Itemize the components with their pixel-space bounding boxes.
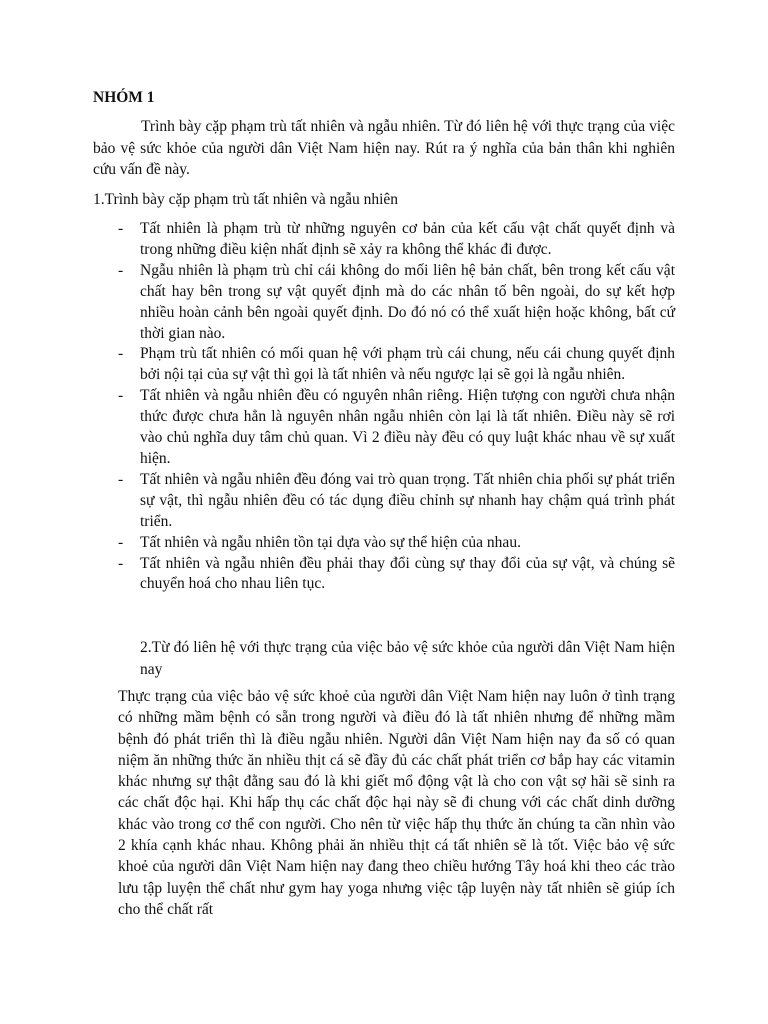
list-item [118,554,675,596]
bullet-text: Ngẫu nhiên là phạm trù chỉ cái không do mối liên hệ bản chất, bên trong kết cấu vật chất hay bên trong sự vật quyết định mà do các nhân tố bên ngoài, do sự kết hợp nhiều hoàn cảnh bên ngoài quyết định. Do đó nó có thể xuất hiện hoặc không, bất cứ thời gian nào. [140,261,675,342]
bullet-list [118,219,675,595]
list-item [118,261,675,345]
section-2-title: 2.Từ đó liên hệ với thực trạng của việc bảo vệ sức khỏe của người dân Việt Nam hiện nay [140,639,675,678]
list-item [118,533,675,554]
bullet-text: Tất nhiên và ngẫu nhiên đều phải thay đổi cùng sự thay đổi của sự vật, và chúng sẽ chuyển hoá cho nhau liên tục. [140,554,675,593]
list-item [118,219,675,261]
intro-paragraph: Trình bày cặp phạm trù tất nhiên và ngẫu nhiên. Từ đó liên hệ với thực trạng của việc bảo vệ sức khỏe của người dân Việt Nam hiện nay. Rút ra ý nghĩa của bản thân khi nghiên cứu vấn đề này. [93,118,675,178]
bullet-text: Tất nhiên và ngẫu nhiên đều có nguyên nhân riêng. Hiện tượng con người chưa nhận thức được chưa hẳn là nguyên nhân ngẫu nhiên còn lại là tất nhiên. Điều này sẽ rơi vào chủ nghĩa duy tâm chủ quan. Vì 2 điều này đều có quy luật khác nhau về sự xuất hiện. [140,387,675,467]
body-paragraph: Thực trạng của việc bảo vệ sức khoẻ của người dân Việt Nam hiện nay luôn ở tình trạng có những mầm bệnh có sẵn trong người và điều đó là tất nhiên nhưng để những mầm bệnh đó phát triển thì là điều ngẫu nhiên. Người dân Việt Nam hiện nay đa số có quan niệm ăn những thức ăn nhiều thịt cá sẽ đầy đủ các chất phát triển cơ bắp hay các vitamin khác nhưng sự thật đằng sau đó là khi giết mổ động vật là cho con vật sợ hãi sẽ sinh ra các chất độc hại. Khi hấp thụ các chất độc hại này sẽ đi chung với các chất dinh dưỡng khác vào trong cơ thể con người. Cho nên từ việc hấp thụ thức ăn chúng ta cần nhìn vào 2 khía cạnh khác nhau. Không phải ăn nhiều thịt cá tất nhiên sẽ là tốt. Việc bảo vệ sức khoẻ của người dân Việt Nam hiện nay đang theo chiều hướng Tây hoá khi theo các trào lưu tập luyện thể chất như gym hay yoga nhưng việc tập luyện này tất nhiên sẽ giúp ích cho thể chất rất [118,688,675,918]
bullet-dash: - [118,387,124,405]
bullet-text: Tất nhiên là phạm trù từ những nguyên cơ bản của kết cấu vật chất quyết định và trong những điều kiện nhất định sẽ xảy ra không thể khác đi được. [140,220,675,258]
bullet-dash: - [118,554,124,572]
bullet-dash: - [118,345,124,363]
bullet-text: Tất nhiên và ngẫu nhiên đều đóng vai trò quan trọng. Tất nhiên chia phối sự phát triển sự vật, thì ngẫu nhiên đều có tác dụng điều chỉnh sự nhanh hay chậm quá trình phát triển. [140,470,675,530]
bullet-text: Tất nhiên và ngẫu nhiên tồn tại dựa vào sự thể hiện của nhau. [140,533,521,551]
section-1-title: 1.Trình bày cặp phạm trù tất nhiên và ngẫu nhiên [93,191,399,208]
bullet-dash: - [118,220,124,237]
list-item [118,386,675,470]
document-heading: NHÓM 1 [93,89,155,106]
list-item [118,344,675,386]
bullet-text: Phạm trù tất nhiên có mối quan hệ với phạm trù cái chung, nếu cái chung quyết định bởi nội tại của sự vật thì gọi là tất nhiên và nếu ngược lại sẽ gọi là ngẫu nhiên. [140,345,675,384]
bullet-dash: - [118,261,124,279]
list-item [118,470,675,533]
bullet-dash: - [118,533,124,551]
bullet-dash: - [118,470,124,488]
